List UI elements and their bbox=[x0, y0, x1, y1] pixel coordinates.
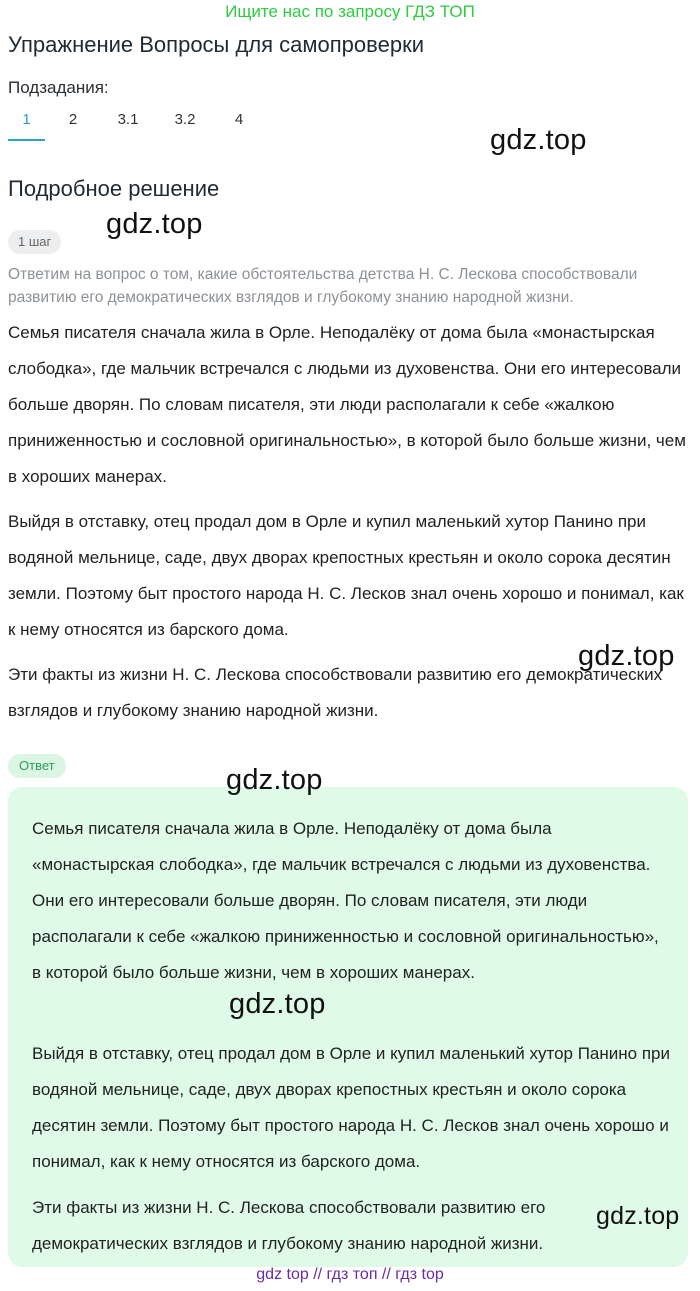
solution-title: Подробное решение bbox=[8, 176, 220, 201]
solution-paragraph: Эти факты из жизни Н. С. Лескова способствовали развитию его демократических взглядов и глубокому знанию народной жизни. bbox=[8, 665, 663, 720]
watermark: gdz.top bbox=[106, 208, 203, 240]
answer-paragraph: Семья писателя сначала жила в Орле. Неподалёку от дома была «монастырская слободка», где мальчик встречался с людьми из духовенства. Они его интересовали больше дворян. По словам писателя, эти люди располагали к себе «жалкою приниженностью и сословной оригинальностью», в которой было больше жизни, чем в хороших манерах. bbox=[32, 819, 659, 982]
tab-3-2[interactable]: 3.2 bbox=[174, 111, 196, 128]
tab-2[interactable]: 2 bbox=[68, 111, 78, 128]
watermark: gdz.top bbox=[226, 764, 323, 796]
answer-paragraph: Выйдя в отставку, отец продал дом в Орле и купил маленький хутор Панино при водяной мельнице, саде, двух дворах крепостных крестьян и около сорока десятин земли. Поэтому быт простого народа Н. С. Лесков знал очень хорошо и понимал, как к нему относятся из барского дома. bbox=[32, 1044, 670, 1171]
step-badge: 1 шаг bbox=[8, 230, 61, 254]
tab-3-1[interactable]: 3.1 bbox=[117, 111, 139, 128]
solution-paragraph: Выйдя в отставку, отец продал дом в Орле и купил маленький хутор Панино при водяной мельнице, саде, двух дворах крепостных крестьян и около сорока десятин земли. Поэтому быт простого народа Н. С. Лесков знал очень хорошо и понимал, как к нему относятся из барского дома. bbox=[8, 512, 684, 639]
question-text: Ответим на вопрос о том, какие обстоятельства детства Н. С. Лескова способствовали развитию его демократических взглядов и глубокому знанию народной жизни. bbox=[8, 266, 638, 306]
subtasks-label: Подзадания: bbox=[8, 78, 109, 97]
watermark: gdz.top bbox=[490, 124, 587, 156]
top-banner: Ищите нас по запросу ГДЗ ТОП bbox=[225, 2, 475, 21]
watermark: gdz.top bbox=[596, 1202, 680, 1230]
watermark: gdz.top bbox=[578, 640, 675, 672]
page-title: Упражнение Вопросы для самопроверки bbox=[8, 32, 424, 57]
watermark: gdz.top bbox=[229, 988, 326, 1020]
subtask-tabs bbox=[8, 108, 263, 141]
tab-4[interactable]: 4 bbox=[234, 111, 244, 128]
solution-paragraph: Семья писателя сначала жила в Орле. Неподалёку от дома была «монастырская слободка», где мальчик встречался с людьми из духовенства. Они его интересовали больше дворян. По словам писателя, эти люди располагали к себе «жалкою приниженностью и сословной оригинальностью», в которой было больше жизни, чем в хороших манерах. bbox=[8, 323, 686, 486]
footer-text: gdz top // гдз топ // гдз top bbox=[256, 1266, 444, 1283]
answer-badge: Ответ bbox=[8, 754, 66, 778]
answer-paragraph: Эти факты из жизни Н. С. Лескова способствовали развитию его демократических взглядов и глубокому знанию народной жизни. bbox=[32, 1198, 546, 1253]
tab-1[interactable]: 1 bbox=[8, 108, 45, 141]
